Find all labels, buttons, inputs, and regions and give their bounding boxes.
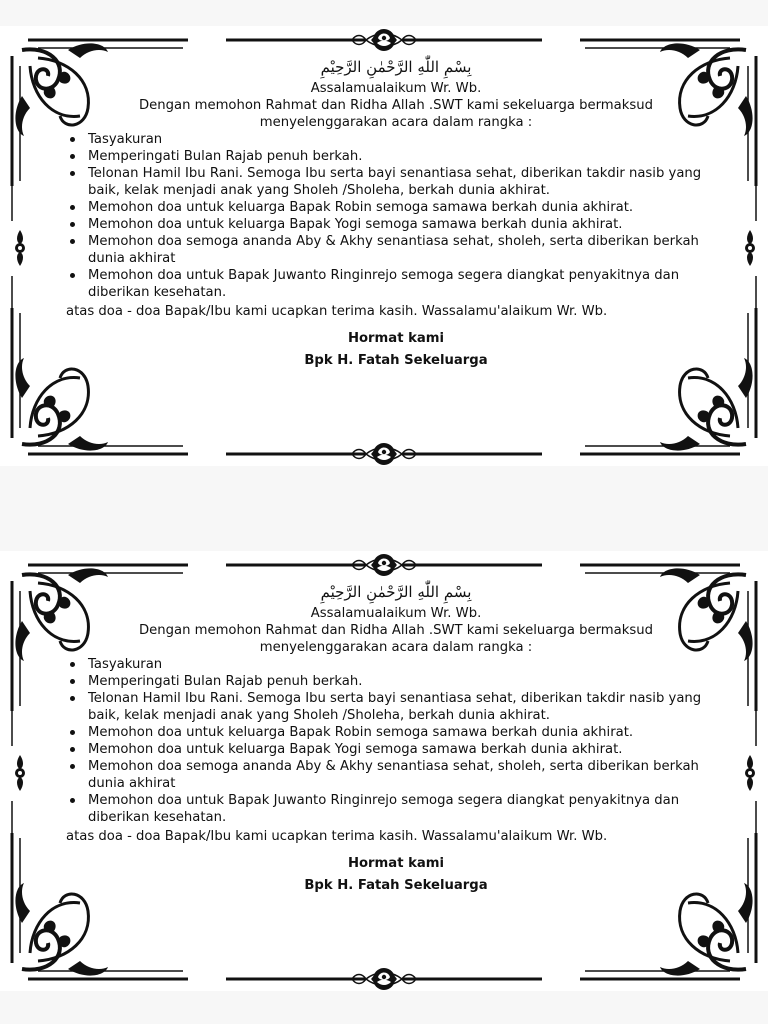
list-item: Memohon doa untuk keluarga Bapak Yogi semoga samawa berkah dunia akhirat. — [66, 216, 726, 233]
list-item: Memohon doa semoga ananda Aby & Akhy senantiasa sehat, sholeh, serta diberikan berkah dunia akhirat — [66, 758, 726, 792]
signature: Bpk H. Fatah Sekeluarga — [304, 353, 488, 368]
regards-label: Hormat kami — [347, 331, 445, 346]
invitation-card-1 — [0, 26, 768, 466]
list-item: Tasyakuran — [66, 131, 726, 148]
letter-body — [66, 581, 726, 894]
list-item: Memperingati Bulan Rajab penuh berkah. — [66, 148, 726, 165]
event-list — [66, 656, 726, 826]
closing-line: atas doa - doa Bapak/Ibu kami ucapkan terima kasih. Wassalamu'alaikum Wr. Wb. — [66, 829, 608, 844]
regards-label: Hormat kami — [347, 856, 445, 871]
list-item: Tasyakuran — [66, 656, 726, 673]
signature: Bpk H. Fatah Sekeluarga — [304, 878, 488, 893]
closing-line: atas doa - doa Bapak/Ibu kami ucapkan terima kasih. Wassalamu'alaikum Wr. Wb. — [66, 304, 608, 319]
intro-line-2: menyelenggarakan acara dalam rangka : — [259, 115, 533, 130]
list-item: Memohon doa untuk Bapak Juwanto Ringinrejo semoga segera diangkat penyakitnya dan diberikan kesehatan. — [66, 792, 726, 826]
list-item: Memohon doa untuk keluarga Bapak Yogi semoga samawa berkah dunia akhirat. — [66, 741, 726, 758]
list-item: Telonan Hamil Ibu Rani. Semoga Ibu serta bayi senantiasa sehat, diberikan takdir nasib yang baik, kelak menjadi anak yang Sholeh /Sholeha, berkah dunia akhirat. — [66, 165, 726, 199]
list-item: Memohon doa untuk keluarga Bapak Robin semoga samawa berkah dunia akhirat. — [66, 724, 726, 741]
list-item: Memperingati Bulan Rajab penuh berkah. — [66, 673, 726, 690]
basmala-heading: بِسْمِ اللّٰهِ الرَّحْمٰنِ الرَّحِيْمِ — [320, 583, 472, 601]
intro-line-2: menyelenggarakan acara dalam rangka : — [259, 640, 533, 655]
intro-line-1: Dengan memohon Rahmat dan Ridha Allah .SWT kami sekeluarga bermaksud — [139, 623, 653, 638]
basmala-heading: بِسْمِ اللّٰهِ الرَّحْمٰنِ الرَّحِيْمِ — [320, 58, 472, 76]
greeting: Assalamualaikum Wr. Wb. — [310, 606, 482, 621]
list-item: Memohon doa untuk keluarga Bapak Robin semoga samawa berkah dunia akhirat. — [66, 199, 726, 216]
list-item: Memohon doa untuk Bapak Juwanto Ringinrejo semoga segera diangkat penyakitnya dan diberikan kesehatan. — [66, 267, 726, 301]
event-list — [66, 131, 726, 301]
list-item: Telonan Hamil Ibu Rani. Semoga Ibu serta bayi senantiasa sehat, diberikan takdir nasib yang baik, kelak menjadi anak yang Sholeh /Sholeha, berkah dunia akhirat. — [66, 690, 726, 724]
greeting: Assalamualaikum Wr. Wb. — [310, 81, 482, 96]
intro-line-1: Dengan memohon Rahmat dan Ridha Allah .SWT kami sekeluarga bermaksud — [139, 98, 653, 113]
letter-body — [66, 56, 726, 369]
list-item: Memohon doa semoga ananda Aby & Akhy senantiasa sehat, sholeh, serta diberikan berkah dunia akhirat — [66, 233, 726, 267]
invitation-card-2 — [0, 551, 768, 991]
